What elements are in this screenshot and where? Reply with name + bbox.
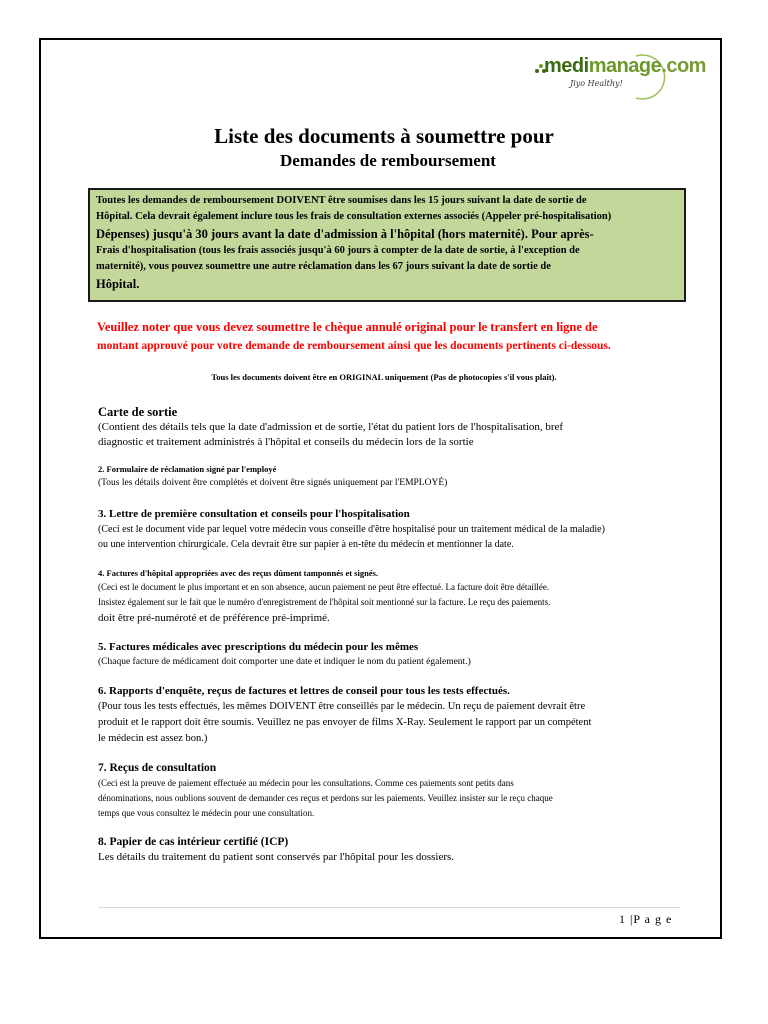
list-item-medical-bills (98, 639, 698, 670)
deadline-notice-box (88, 188, 686, 302)
item-text: (Ceci est la preuve de paiement effectuée au médecin pour les consultations. Comme ces paiements sont petits dans (98, 778, 514, 788)
item-text: (Pour tous les tests effectués, les mêmes DOIVENT être conseillés par le médecin. Un reçu de paiement devrait être (98, 701, 586, 712)
notice-line: Frais d'hospitalisation (tous les frais associés jusqu'à 60 jours à compter de la date de sortie, à l'exception de (96, 245, 580, 256)
list-item-hospital-bills (98, 566, 698, 627)
page-number: 1 |P a g e (619, 912, 673, 926)
item-heading: 2. Formulaire de réclamation signé par l'employé (98, 464, 277, 474)
item-text: produit et le rapport doit être soumis. Veuillez ne pas envoyer de films X-Ray. Seulement le rapport par un compétent (98, 717, 592, 728)
item-text: Insistez également sur le fait que le numéro d'enregistrement de l'hôpital soit mentionné sur la facture. Le reçu des paiements. (98, 597, 551, 607)
item-text: dénominations, nous oublions souvent de demander ces reçus et perdons sur les paiements. Veuillez insister sur le reçu chaque (98, 793, 553, 803)
item-text: (Chaque facture de médicament doit comporter une date et indiquer le nom du patient également.) (98, 657, 471, 667)
notice-line: Dépenses) jusqu'à 30 jours avant la date d'admission à l'hôpital (hors maternité). Pour après- (96, 227, 594, 241)
item-text: doit être pré-numéroté et de préférence pré-imprimé. (98, 612, 330, 624)
item-text: temps que vous consultez le médecin pour une consultation. (98, 808, 315, 818)
item-text: le médecin est assez bon.) (98, 733, 208, 744)
list-item-discharge-card (98, 404, 698, 450)
list-item-consultation-receipts (98, 760, 698, 821)
notice-line: maternité), vous pouvez soumettre une autre réclamation dans les 67 jours suivant la date de sortie de (96, 261, 551, 272)
item-text: (Ceci est le document vide par lequel votre médecin vous conseille d'être hospitalisé pour un traitement médical de la maladie) (98, 524, 605, 535)
medimanage-logo (532, 52, 706, 102)
item-heading: 7. Reçus de consultation (98, 762, 217, 774)
document-list (98, 404, 698, 865)
list-item-consultation-letter (98, 506, 698, 552)
item-heading: 3. Lettre de première consultation et conseils pour l'hospitalisation (98, 508, 410, 520)
cheque-notice-line: montant approuvé pour votre demande de remboursement ainsi que les documents pertinents ci-dessous. (97, 340, 611, 352)
list-item-icp (98, 834, 698, 865)
item-text: (Tous les détails doivent être complétés et doivent être signés uniquement par l'EMPLOYÉ) (98, 478, 448, 488)
logo-wordmark: medimanage.com (544, 55, 706, 77)
item-heading: 6. Rapports d'enquête, reçus de factures et lettres de conseil pour tous les tests effectués. (98, 685, 510, 697)
item-heading: 5. Factures médicales avec prescriptions du médecin pour les mêmes (98, 641, 419, 653)
cheque-notice (97, 318, 611, 356)
item-text: (Contient des détails tels que la date d'admission et de sortie, l'état du patient lors de l'hospitalisation, bref (98, 421, 564, 433)
document-title: Liste des documents à soumettre pour (214, 124, 554, 148)
list-item-claim-form (98, 462, 698, 491)
footer-divider (98, 907, 680, 908)
notice-line: Hôpital. (96, 277, 140, 291)
document-subtitle: Demandes de remboursement (280, 151, 496, 170)
list-item-investigation-reports (98, 683, 698, 747)
item-heading: 8. Papier de cas intérieur certifié (ICP) (98, 836, 289, 848)
item-text: Les détails du traitement du patient sont conservés par l'hôpital pour les dossiers. (98, 851, 455, 863)
item-heading: 4. Factures d'hôpital appropriées avec des reçus dûment tamponnés et signés. (98, 568, 379, 578)
item-text: ou une intervention chirurgicale. Cela devrait être sur papier à en-tête du médecin et mentionner la date. (98, 539, 514, 550)
logo-tagline: Jiyo Healthy! (570, 79, 623, 88)
item-heading: Carte de sortie (98, 405, 178, 419)
notice-line: Toutes les demandes de remboursement DOIVENT être soumises dans les 15 jours suivant la date de sortie de (96, 195, 587, 206)
notice-line: Hôpital. Cela devrait également inclure tous les frais de consultation externes associés (Appeler pré-hospitalisation) (96, 211, 612, 222)
item-text: diagnostic et traitement administrés à l'hôpital et conseils du médecin lors de la sortie (98, 436, 474, 448)
cheque-notice-line: Veuillez noter que vous devez soumettre le chèque annulé original pour le transfert en ligne de (97, 320, 598, 334)
item-text: (Ceci est le document le plus important et en son absence, aucun paiement ne peut être effectué. La facture doit être détaillée. (98, 582, 550, 592)
original-documents-note: Tous les documents doivent être en ORIGINAL uniquement (Pas de photocopies s'il vous plaît). (211, 372, 557, 382)
